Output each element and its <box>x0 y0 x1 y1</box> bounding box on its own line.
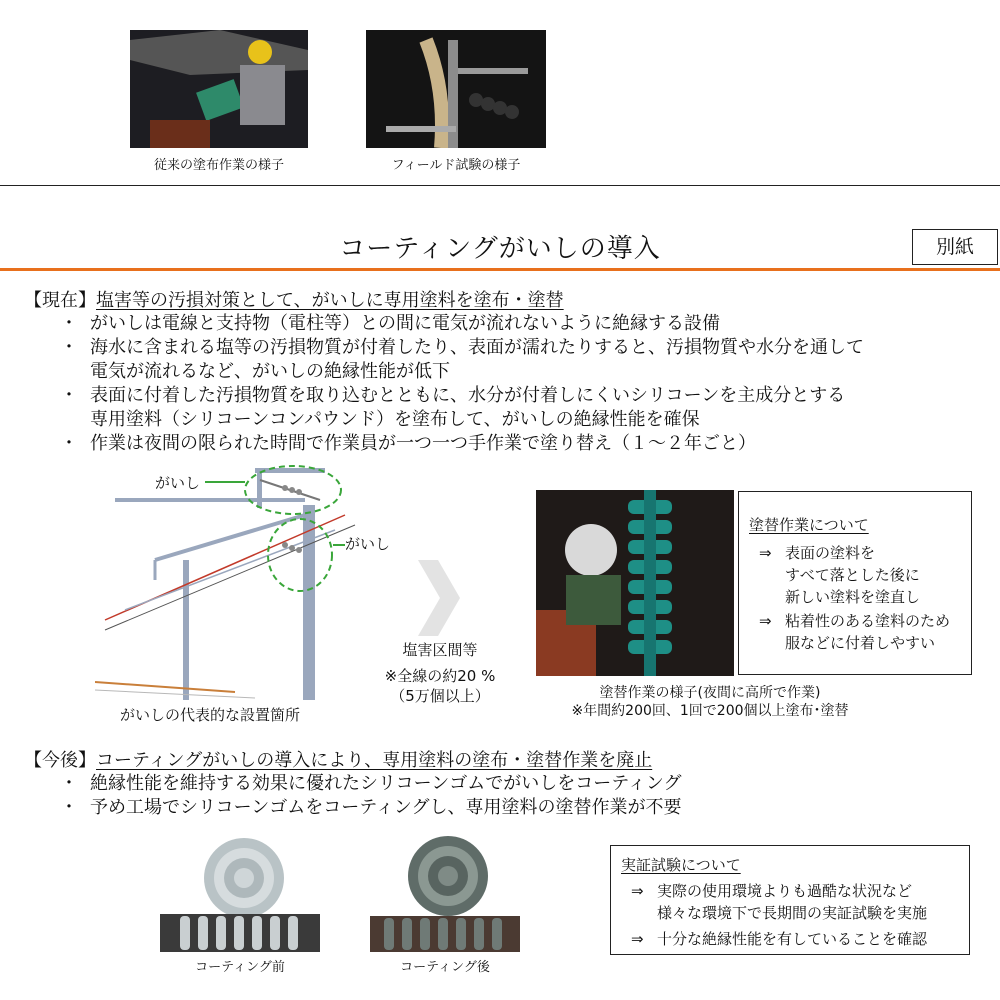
current-bullet-list <box>60 312 960 456</box>
list-item: ・ 海水に含まれる塩等の汚損物質が付着したり、表面が濡れたりすると、汚損物質や水分を通して 電気が流れるなど、がいしの絶縁性能が低下 <box>60 337 864 382</box>
label-insulator-mid: がいし <box>345 535 391 553</box>
installation-diagram <box>95 460 395 705</box>
list-item: ・ 絶縁性能を維持する効果に優れたシリコーンゴムでがいしをコーティング <box>60 773 682 794</box>
coating-after-art <box>370 830 520 952</box>
bullet-mark: ・ <box>60 313 78 334</box>
caption-conventional-painting: 従来の塗布作業の様子 <box>153 158 284 173</box>
future-heading <box>24 746 652 772</box>
bullet-mark: ・ <box>60 773 78 794</box>
worker-photo-art <box>130 30 308 148</box>
list-item: ⇒ 粘着性のある塗料のため 服などに付着しやすい <box>759 612 951 652</box>
photo-conventional-painting <box>130 30 308 148</box>
attachment-tag: 別紙 <box>912 229 998 265</box>
future-headline: コーティングがいしの導入により、専用塗料の塗布・塗替作業を廃止 <box>96 750 653 771</box>
bullet-mark: ・ <box>60 797 78 818</box>
photo-coating-after <box>370 830 520 952</box>
repaint-note-box <box>738 491 972 675</box>
arrow-right-icon: ⇒ <box>759 612 772 630</box>
field-test-photo-art <box>366 30 546 148</box>
top-divider <box>0 185 1000 186</box>
salt-area-stats <box>360 640 520 706</box>
salt-area-title: 塩害区間等 <box>402 641 478 659</box>
bullet-mark: ・ <box>60 433 78 454</box>
bullet-mark: ・ <box>60 385 78 406</box>
list-item: ⇒ 表面の塗料を すべて落とした後に 新しい塗料を塗直し <box>759 544 921 606</box>
arrow-right-icon: ⇒ <box>631 882 644 900</box>
list-item: ・ 表面に付着した汚損物質を取り込むとともに、水分が付着しにくいシリコーンを主成分とする 専用塗料（シリコーンコンパウンド）を塗布して、がいしの絶縁性能を確保 <box>60 385 846 430</box>
caption-field-test: フィールド試験の様子 <box>391 158 521 173</box>
current-headline: 塩害等の汚損対策として、がいしに専用塗料を塗布・塗替 <box>96 290 564 311</box>
arrow-right-icon: ⇒ <box>631 930 644 948</box>
photo-field-test <box>366 30 546 148</box>
photo-repainting-work <box>536 490 734 676</box>
repaint-caption-1: 塗替作業の様子(夜間に高所で作業) <box>599 685 821 701</box>
current-heading <box>24 286 564 312</box>
future-bullet-list <box>60 772 960 820</box>
list-item: ・ がいしは電線と支持物（電柱等）との間に電気が流れないように絶縁する設備 <box>60 313 720 334</box>
arrow-right-icon: ⇒ <box>759 544 772 562</box>
repainting-photo-art <box>536 490 734 676</box>
list-item: ・ 作業は夜間の限られた時間で作業員が一つ一つ手作業で塗り替え（１～２年ごと） <box>60 433 756 454</box>
future-bracket: 【今後】 <box>24 750 96 771</box>
coating-before-art <box>160 830 320 952</box>
current-bracket: 【現在】 <box>24 290 96 311</box>
label-insulator-top: がいし <box>155 474 201 492</box>
list-item: ・ 予め工場でシリコーンゴムをコーティングし、専用塗料の塗替作業が不要 <box>60 797 682 818</box>
title-underline <box>0 268 1000 271</box>
list-item: ⇒ 実際の使用環境よりも過酷な状況など 様々な環境下で長期間の実証試験を実施 <box>631 882 928 922</box>
page-title: コーティングがいしの導入 <box>339 234 661 264</box>
list-item: ⇒ 十分な絶縁性能を有していることを確認 <box>631 930 928 948</box>
salt-area-count: （5万個以上） <box>390 687 490 705</box>
photo-coating-before <box>160 830 320 952</box>
coating-after-caption: コーティング後 <box>400 960 490 975</box>
repaint-note-title: 塗替作業について <box>749 516 869 534</box>
chevron-right-icon <box>418 560 460 636</box>
bullet-mark: ・ <box>60 337 78 358</box>
repaint-caption-2: ※年間約200回、1回で200個以上塗布･塗替 <box>571 703 849 719</box>
diagram-caption: がいしの代表的な設置箇所 <box>119 706 300 724</box>
coating-before-caption: コーティング前 <box>195 960 285 975</box>
salt-area-ratio: ※全線の約20 % <box>384 667 496 685</box>
proof-note-title: 実証試験について <box>621 856 741 874</box>
proof-note-box <box>610 845 970 955</box>
